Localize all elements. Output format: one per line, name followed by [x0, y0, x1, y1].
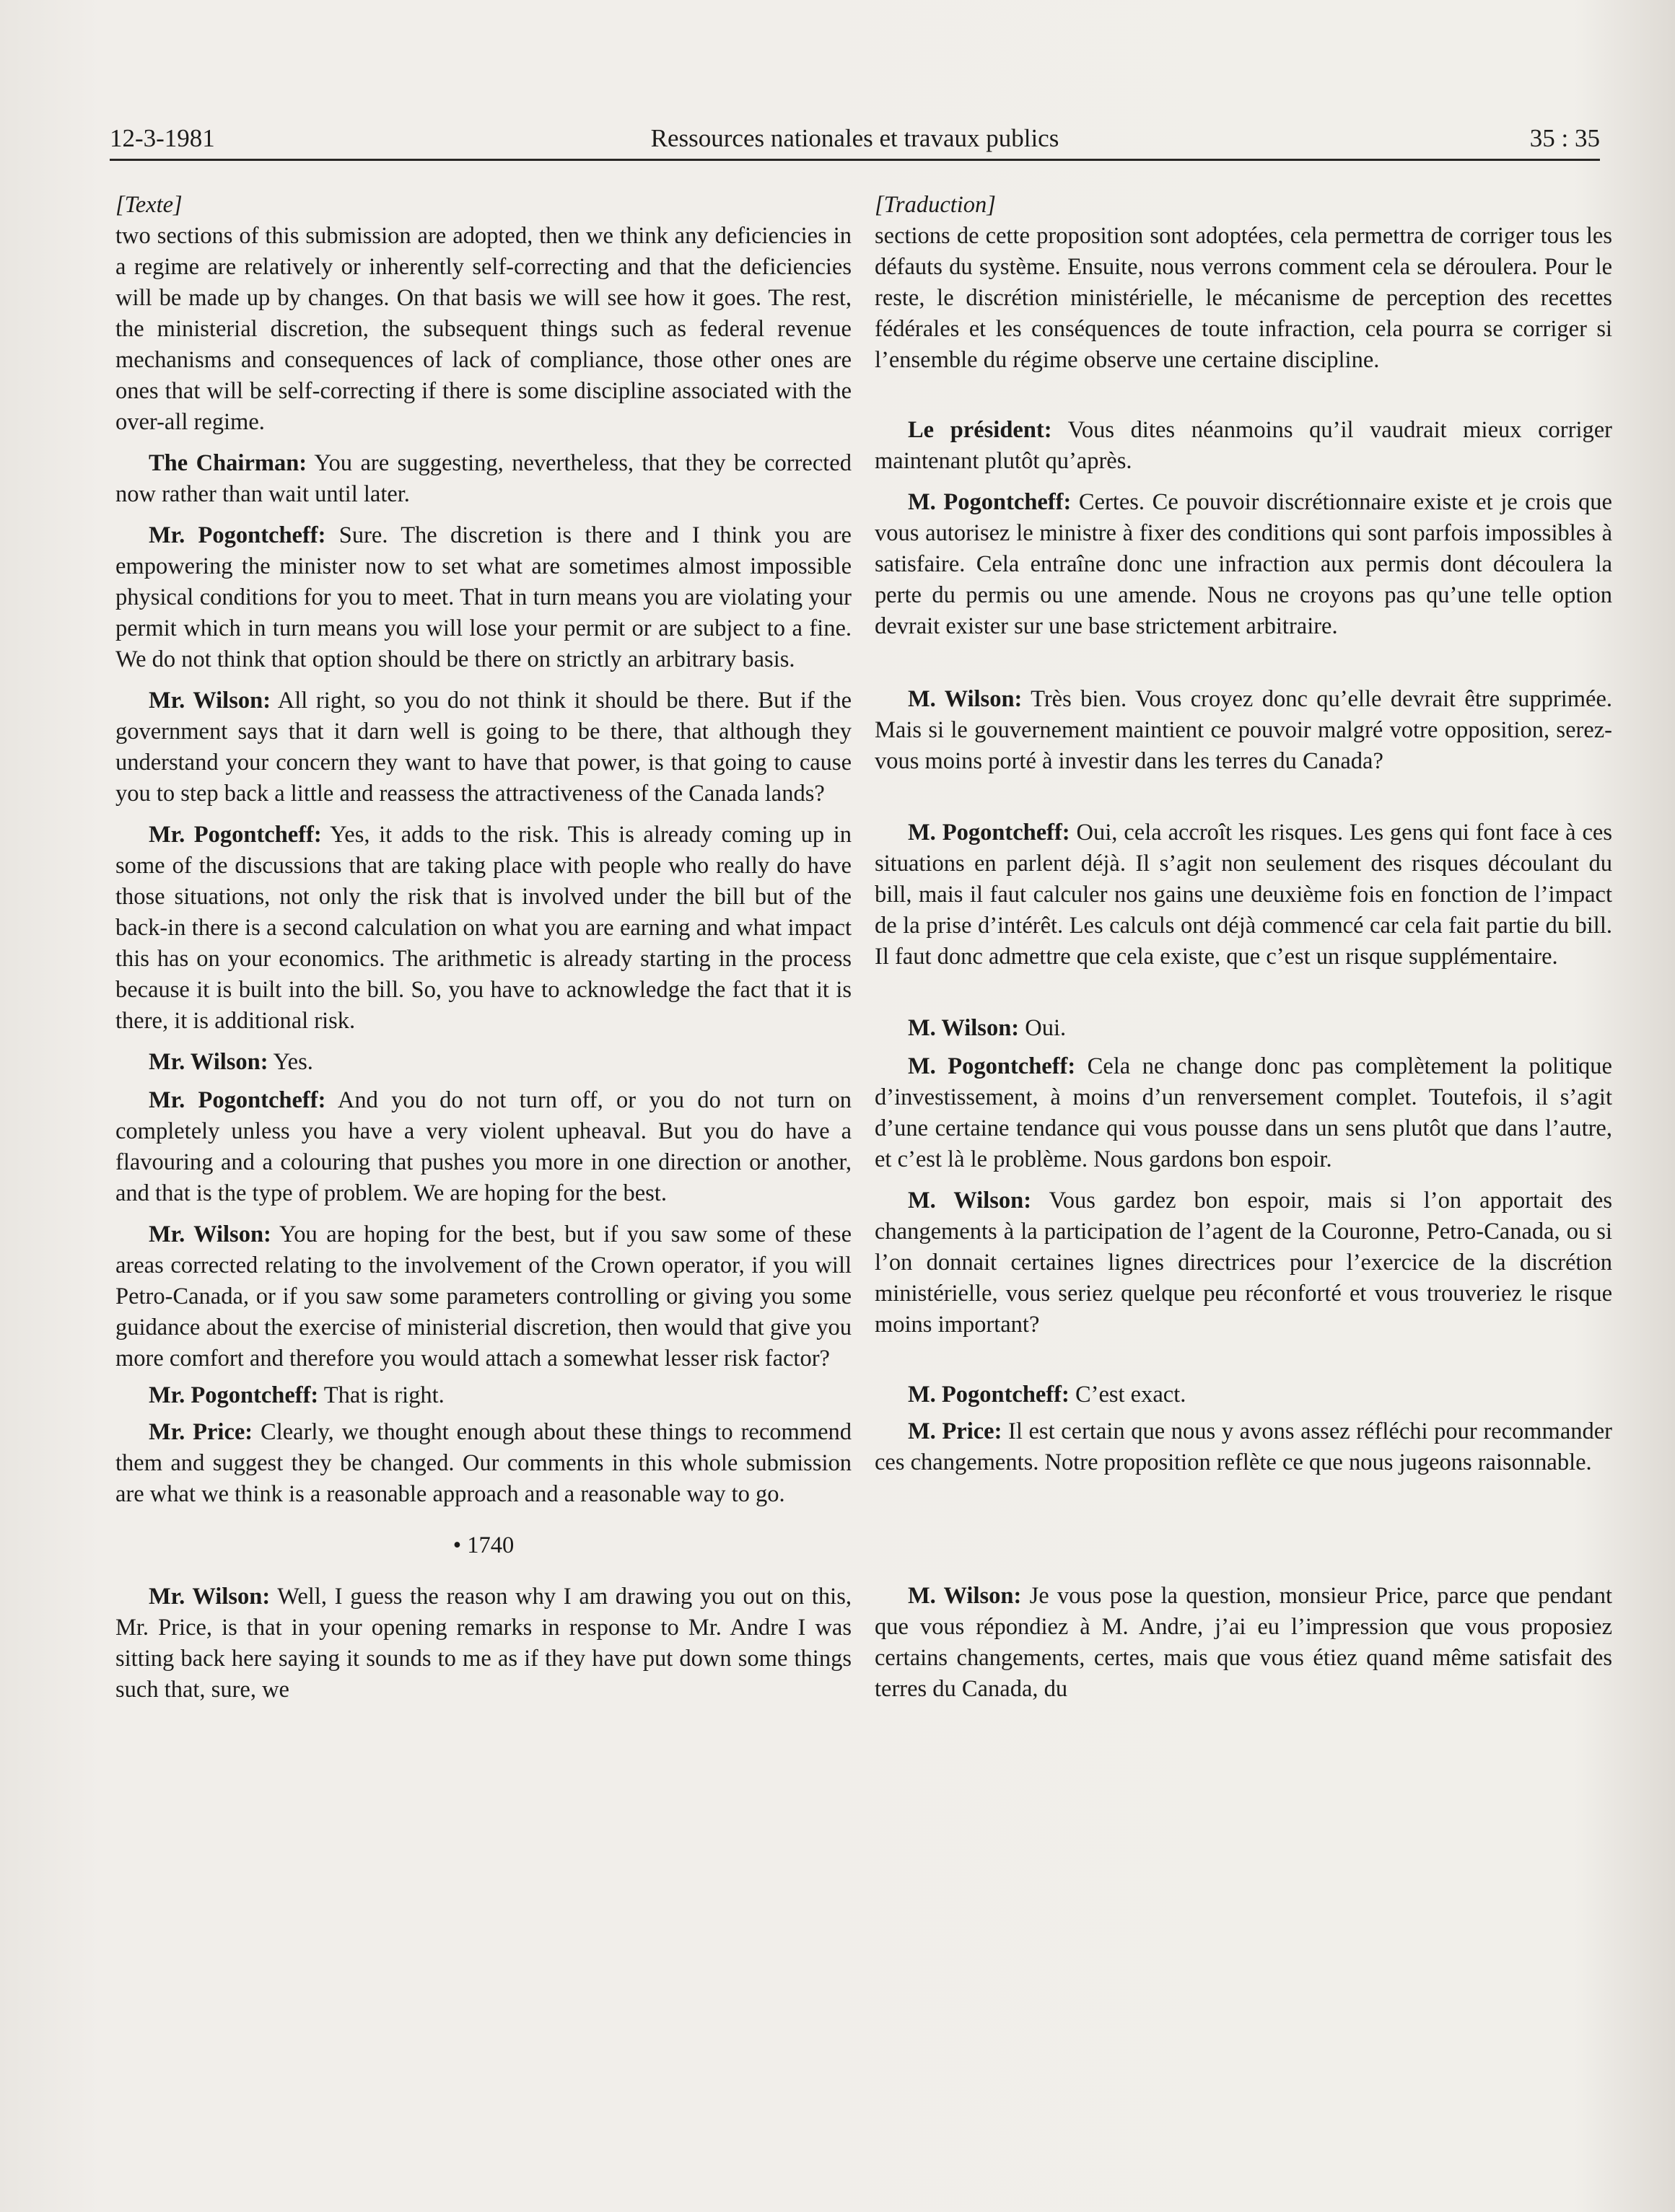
speech-paragraph [875, 1379, 1612, 1410]
speech-paragraph [875, 487, 1612, 642]
speech-text: Sure. The discretion is there and I think you are empowering the minister now to set what are sometimes almost impossible physical conditions for you to meet. That in turn means you are violating your permit which in turn means you will lose your permit or are subject to a fine. We do not think that option should be there on strictly an arbitrary basis. [115, 522, 852, 672]
speech-text: Très bien. Vous croyez donc qu’elle devrait être supprimée. Mais si le gouvernement maintient ce pouvoir malgré votre opposition, serez-vous moins porté à investir dans les terres du Canada? [875, 686, 1612, 774]
speech-paragraph [115, 1417, 852, 1510]
header-title: Ressources nationales et travaux publics [650, 124, 1059, 152]
speaker-name: Mr. Pogontcheff: [149, 1382, 319, 1408]
speech-text: C’est exact. [1069, 1382, 1186, 1408]
speech-paragraph [875, 817, 1612, 973]
paragraph: sections de cette proposition sont adoptées, cela permettra de corriger tous les défauts du système. Ensuite, nous verrons comment cela se déroulera. Pour le reste, le discrétion ministérielle, le mécanisme de perception des recettes fédérales et les conséquences de toute infraction, cela pourra se corriger si l’ensemble du régime observe une certaine discipline. [875, 223, 1612, 373]
speech-paragraph [115, 1219, 852, 1374]
speech-paragraph [875, 1581, 1612, 1705]
speaker-name: Le président: [908, 417, 1052, 443]
speaker-name: M. Pogontcheff: [908, 820, 1070, 846]
speech-paragraph [875, 684, 1612, 777]
speech-text: Vous dites néanmoins qu’il vaudrait mieux corriger maintenant plutôt qu’après. [875, 417, 1612, 474]
speech-text: Clearly, we thought enough about these things to recommend them and suggest they be changed. Our comments in this whole submission are what we think is a reasonable approach and a reasonable way to go. [115, 1419, 852, 1507]
speaker-name: Mr. Pogontcheff: [149, 1087, 326, 1113]
speaker-name: Mr. Wilson: [149, 1584, 271, 1610]
speech-text: That is right. [318, 1382, 445, 1408]
speaker-name: Mr. Wilson: [149, 1221, 271, 1247]
paragraph: two sections of this submission are adopted, then we think any deficiencies in a regime are relatively or inherently self-correcting and that the deficiencies will be made up by changes. On that basis we will see how it goes. The rest, the ministerial discretion, the subsequent things such as federal revenue mechanisms and consequences of lack of compliance, those other ones are ones that will be self-correcting if there is some discipline associated with the over-all regime. [115, 223, 852, 435]
speaker-name: M. Wilson: [908, 1583, 1022, 1609]
page-header [110, 121, 1600, 161]
speech-paragraph [115, 520, 852, 675]
speaker-name: M. Wilson: [908, 686, 1023, 712]
speech-paragraph [875, 1051, 1612, 1175]
speaker-name: Mr. Pogontcheff: [149, 522, 326, 548]
speech-text: Il est certain que nous y avons assez réfléchi pour recommander ces changements. Notre proposition reflète ce que nous jugeons raisonnable. [875, 1418, 1612, 1475]
speech-paragraph [115, 1380, 852, 1411]
speech-text: Yes, it adds to the risk. This is already coming up in some of the discussions that are taking place with people who really do have those situations, not only the risk that is involved under the bill but of the back-in there is a second calculation on what you are earning and what impact this has on your economics. The arithmetic is already starting in the process because it is built into the bill. So, you have to acknowledge the fact that it is there, it is additional risk. [115, 822, 852, 1034]
speech-paragraph [875, 1013, 1612, 1044]
speech-text: Certes. Ce pouvoir discrétionnaire existe et je crois que vous autorisez le ministre à fixer des conditions qui sont parfois impossibles à satisfaire. Cela entraîne donc une infraction aux permis dont découlera la perte du permis ou une amende. Nous ne croyons pas qu’une telle option devrait exister sur une base strictement arbitraire. [875, 489, 1612, 639]
speech-paragraph [875, 1185, 1612, 1340]
header-page-number: 35 : 35 [1529, 124, 1600, 152]
speech-text: Yes. [268, 1049, 313, 1075]
speech-paragraph [115, 1581, 852, 1706]
speaker-name: Mr. Price: [149, 1419, 253, 1445]
speech-text: Vous gardez bon espoir, mais si l’on apportait des changements à la participation de l’agent de la Couronne, Petro-Canada, ou si l’on donnait certaines lignes directrices pour l’exercice de la discrétion ministérielle, vous seriez quelque peu réconforté et vous trouveriez le risque moins important? [875, 1188, 1612, 1338]
speaker-name: M. Price: [908, 1418, 1002, 1444]
speech-text: Je vous pose la question, monsieur Price, parce que pendant que vous répondiez à M. Andre, j’ai eu l’impression que vous proposiez certains changements, certes, mais que vous étiez quand même satisfait des terres du Canada, du [875, 1583, 1612, 1702]
column-tag: [Texte] [115, 192, 183, 218]
speaker-name: Mr. Wilson: [149, 1049, 268, 1075]
speaker-name: M. Wilson: [908, 1188, 1032, 1213]
speech-paragraph [115, 448, 852, 510]
speech-paragraph [115, 1047, 852, 1078]
time-marker: • 1740 [452, 1532, 515, 1558]
speech-text: You are suggesting, nevertheless, that they be corrected now rather than wait until later. [115, 450, 852, 507]
speech-text: All right, so you do not think it should be there. But if the government says that it darn well is going to be there, that although they understand your concern they want to have that power, is that going to cause you to step back a little and reassess the attractiveness of the Canada lands? [115, 688, 852, 807]
speech-text: Oui. [1019, 1015, 1067, 1041]
column-tag: [Traduction] [875, 192, 996, 218]
speaker-name: The Chairman: [149, 450, 307, 476]
speech-text: Cela ne change donc pas complètement la politique d’investissement, à moins d’un renversement complet. Toutefois, il s’agit d’une certaine tendance qui vous pousse dans un sens plutôt que dans l’autre, et c’est là le problème. Nous gardons bon espoir. [875, 1053, 1612, 1172]
french-column [875, 190, 1612, 1705]
speaker-name: M. Wilson: [908, 1015, 1020, 1041]
speaker-name: Mr. Wilson: [149, 688, 271, 714]
speech-text: Oui, cela accroît les risques. Les gens qui font face à ces situations en parlent déjà. Il s’agit non seulement des risques découlant du bill, mais il faut calculer nos gains une deuxième fois en fonction de l’impact de la prise d’intérêt. Les calculs ont déjà commencé car cela fait partie du bill. Il faut donc admettre que cela existe, que c’est un risque supplémentaire. [875, 820, 1612, 970]
header-date: 12-3-1981 [110, 124, 215, 152]
speech-paragraph [875, 415, 1612, 477]
speaker-name: Mr. Pogontcheff: [149, 822, 322, 848]
speech-text: Well, I guess the reason why I am drawing you out on this, Mr. Price, is that in your opening remarks in response to Mr. Andre I was sitting back here saying it sounds to me as if they have put down some things such that, sure, we [115, 1584, 852, 1703]
speech-paragraph [115, 1085, 852, 1209]
english-column [115, 190, 852, 1706]
speaker-name: M. Pogontcheff: [908, 489, 1072, 515]
speech-text: And you do not turn off, or you do not turn on completely unless you have a very violent upheaval. But you do have a flavouring and a colouring that pushes you more in one direction or another, and that is the type of problem. We are hoping for the best. [115, 1087, 852, 1206]
speech-text: You are hoping for the best, but if you saw some of these areas corrected relating to the involvement of the Crown operator, if you will Petro-Canada, or if you saw some parameters controlling or giving you some guidance about the exercise of ministerial discretion, then would that give you more comfort and therefore you would attach a somewhat lesser risk factor? [115, 1221, 852, 1371]
speech-paragraph [875, 1416, 1612, 1478]
speaker-name: M. Pogontcheff: [908, 1053, 1076, 1079]
speech-paragraph [115, 820, 852, 1037]
speaker-name: M. Pogontcheff: [908, 1382, 1070, 1408]
speech-paragraph [115, 685, 852, 809]
